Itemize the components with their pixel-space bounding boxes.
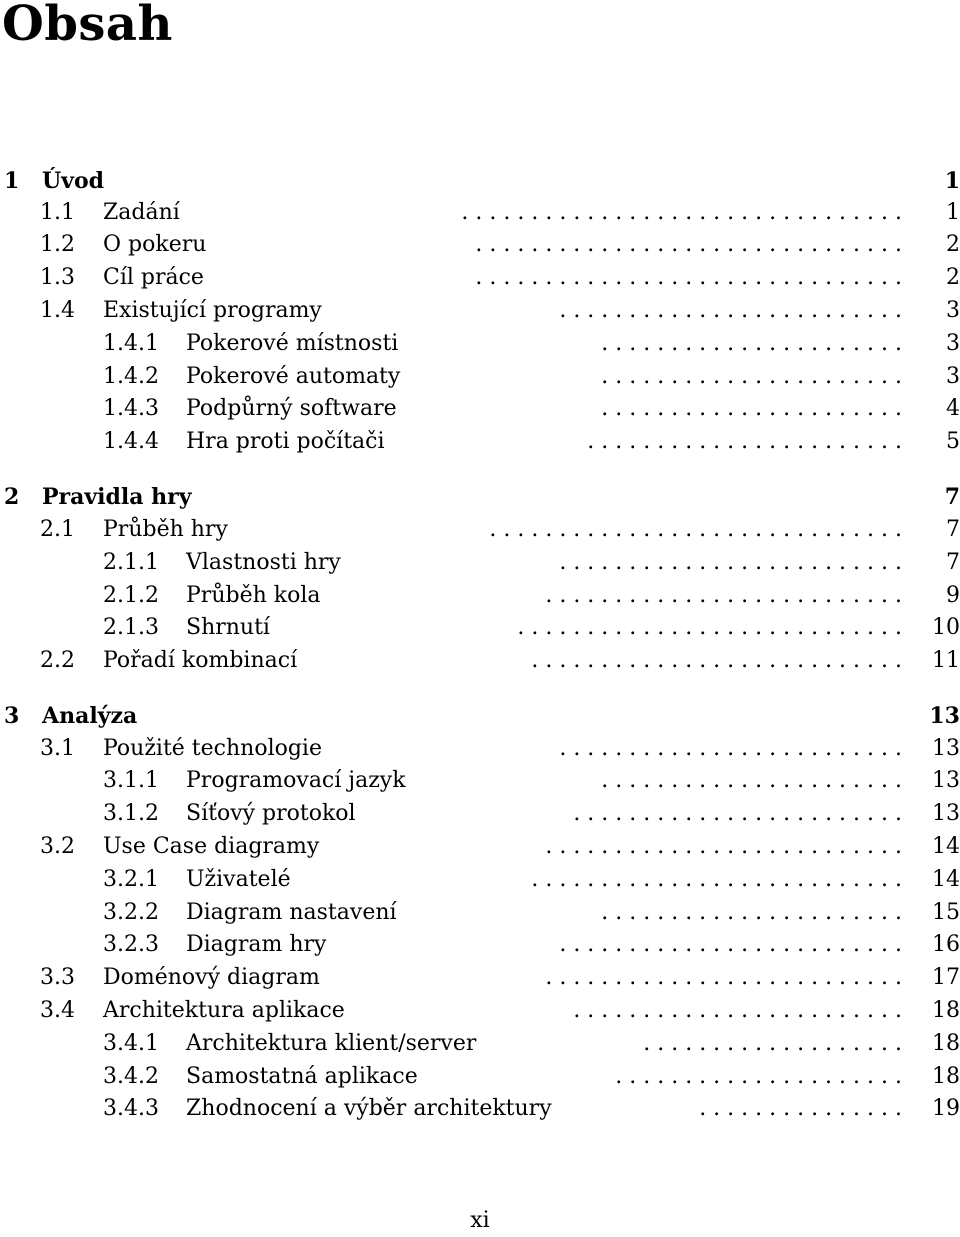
toc-entry-title: Podpůrný software bbox=[186, 396, 397, 421]
toc-entry[interactable] bbox=[0, 229, 960, 261]
toc-entry-page: 1 bbox=[944, 168, 960, 194]
dot-leader: . . . . . . . . . . . . . . . . . . . bbox=[643, 1031, 902, 1056]
toc-entry[interactable] bbox=[0, 393, 960, 425]
toc-entry-number: 2 bbox=[4, 484, 20, 510]
toc-entry-number: 1.4.3 bbox=[103, 396, 159, 421]
page-title: Obsah bbox=[2, 0, 173, 52]
toc-entry-number: 3 bbox=[4, 703, 20, 729]
dot-leader: . . . . . . . . . . . . . . . . . . . . . . . . . . . . . . . . bbox=[461, 200, 902, 225]
toc-entry[interactable] bbox=[0, 547, 960, 579]
toc-entry-page: 10 bbox=[932, 615, 960, 640]
toc-entry-title: Úvod bbox=[42, 168, 105, 194]
toc-entry-title: Uživatelé bbox=[186, 867, 291, 892]
toc-entry[interactable] bbox=[0, 580, 960, 612]
toc-entry-page: 14 bbox=[932, 834, 960, 859]
dot-leader: . . . . . . . . . . . . . . . . . . . . . . . . bbox=[573, 998, 902, 1023]
toc-entry-number: 2.1 bbox=[40, 517, 75, 542]
toc-entry[interactable] bbox=[0, 197, 960, 229]
toc-entry-title: Pokerové místnosti bbox=[186, 331, 399, 356]
toc-entry-page: 13 bbox=[932, 768, 960, 793]
toc-entry-page: 14 bbox=[932, 867, 960, 892]
toc-entry[interactable] bbox=[0, 328, 960, 360]
toc-entry-title: Architektura aplikace bbox=[103, 998, 345, 1023]
toc-entry[interactable] bbox=[0, 262, 960, 294]
toc-entry[interactable] bbox=[0, 929, 960, 961]
dot-leader: . . . . . . . . . . . . . . . . . . . . . . . . . . . . bbox=[517, 615, 902, 640]
toc-entry-number: 1.4.4 bbox=[103, 429, 159, 454]
dot-leader: . . . . . . . . . . . . . . . . . . . . . . bbox=[601, 768, 902, 793]
toc-entry-page: 2 bbox=[946, 232, 960, 257]
toc-entry-number: 3.1.1 bbox=[103, 768, 159, 793]
toc-entry[interactable] bbox=[0, 798, 960, 830]
toc-entry-title: Analýza bbox=[42, 703, 138, 729]
toc-chapter-entry[interactable] bbox=[0, 481, 960, 513]
toc-entry-page: 13 bbox=[932, 801, 960, 826]
toc-entry-title: Průběh kola bbox=[186, 583, 321, 608]
toc-entry-number: 2.2 bbox=[40, 648, 75, 673]
toc-entry-page: 16 bbox=[932, 932, 960, 957]
toc-entry-title: Programovací jazyk bbox=[186, 768, 406, 793]
toc-entry-number: 3.1 bbox=[40, 736, 75, 761]
toc-chapter-entry[interactable] bbox=[0, 700, 960, 732]
toc-entry[interactable] bbox=[0, 962, 960, 994]
toc-entry-page: 9 bbox=[946, 583, 960, 608]
toc-entry-title: Doménový diagram bbox=[103, 965, 320, 990]
toc-entry[interactable] bbox=[0, 1061, 960, 1093]
toc-entry-number: 3.1.2 bbox=[103, 801, 159, 826]
toc-entry[interactable] bbox=[0, 612, 960, 644]
toc-entry[interactable] bbox=[0, 514, 960, 546]
toc-entry[interactable] bbox=[0, 995, 960, 1027]
toc-entry[interactable] bbox=[0, 864, 960, 896]
toc-entry-title: Zhodnocení a výběr architektury bbox=[186, 1096, 552, 1121]
toc-entry-title: Architektura klient/server bbox=[186, 1031, 477, 1056]
toc-entry-page: 3 bbox=[946, 364, 960, 389]
toc-entry-title: Pravidla hry bbox=[42, 484, 192, 510]
dot-leader: . . . . . . . . . . . . . . . . . . . . . . . . . . bbox=[545, 834, 902, 859]
toc-entry-title: Zadání bbox=[103, 200, 180, 225]
toc-entry-title: Pokerové automaty bbox=[186, 364, 401, 389]
dot-leader: . . . . . . . . . . . . . . . . . . . . . . bbox=[601, 396, 902, 421]
toc-entry[interactable] bbox=[0, 426, 960, 458]
toc-entry[interactable] bbox=[0, 295, 960, 327]
toc-entry-page: 18 bbox=[932, 998, 960, 1023]
toc-entry-number: 2.1.1 bbox=[103, 550, 159, 575]
dot-leader: . . . . . . . . . . . . . . . . . . . . . . bbox=[601, 900, 902, 925]
dot-leader: . . . . . . . . . . . . . . . . . . . . . bbox=[615, 1064, 902, 1089]
dot-leader: . . . . . . . . . . . . . . . . . . . . . . . . . bbox=[559, 932, 902, 957]
toc-entry-number: 1.4.2 bbox=[103, 364, 159, 389]
toc-entry-number: 3.2 bbox=[40, 834, 75, 859]
toc-entry[interactable] bbox=[0, 733, 960, 765]
dot-leader: . . . . . . . . . . . . . . . bbox=[699, 1096, 902, 1121]
toc-entry[interactable] bbox=[0, 831, 960, 863]
toc-entry-title: Use Case diagramy bbox=[103, 834, 320, 859]
toc-entry-number: 3.4.3 bbox=[103, 1096, 159, 1121]
toc-entry-number: 1.1 bbox=[40, 200, 75, 225]
dot-leader: . . . . . . . . . . . . . . . . . . . . . . bbox=[601, 331, 902, 356]
toc-entry-page: 4 bbox=[946, 396, 960, 421]
dot-leader: . . . . . . . . . . . . . . . . . . . . . . . . . bbox=[559, 298, 902, 323]
toc-entry-title: Existující programy bbox=[103, 298, 322, 323]
toc-entry-number: 3.2.3 bbox=[103, 932, 159, 957]
dot-leader: . . . . . . . . . . . . . . . . . . . . . . . . bbox=[573, 801, 902, 826]
toc-entry-page: 7 bbox=[946, 550, 960, 575]
toc-entry-title: O pokeru bbox=[103, 232, 207, 257]
page-number-footer: xi bbox=[470, 1208, 490, 1233]
toc-entry-number: 2.1.2 bbox=[103, 583, 159, 608]
toc-entry-page: 3 bbox=[946, 331, 960, 356]
toc-entry-title: Pořadí kombinací bbox=[103, 648, 298, 673]
toc-entry-title: Shrnutí bbox=[186, 615, 270, 640]
toc-entry-number: 3.2.1 bbox=[103, 867, 159, 892]
toc-entry-number: 2.1.3 bbox=[103, 615, 159, 640]
dot-leader: . . . . . . . . . . . . . . . . . . . . . . . . . . . . . . bbox=[489, 517, 902, 542]
toc-entry-page: 17 bbox=[932, 965, 960, 990]
toc-entry-page: 11 bbox=[932, 648, 960, 673]
toc-entry-page: 19 bbox=[932, 1096, 960, 1121]
toc-entry-page: 5 bbox=[946, 429, 960, 454]
toc-entry-page: 13 bbox=[932, 736, 960, 761]
dot-leader: . . . . . . . . . . . . . . . . . . . . . . . . . . bbox=[545, 583, 902, 608]
toc-entry-number: 1.3 bbox=[40, 265, 75, 290]
toc-entry-number: 1.2 bbox=[40, 232, 75, 257]
toc-entry-number: 3.2.2 bbox=[103, 900, 159, 925]
toc-entry-page: 18 bbox=[932, 1031, 960, 1056]
toc-entry-page: 13 bbox=[929, 703, 960, 729]
toc-entry-number: 3.4.1 bbox=[103, 1031, 159, 1056]
dot-leader: . . . . . . . . . . . . . . . . . . . . . . . . . . . . . . . bbox=[475, 265, 902, 290]
toc-entry[interactable] bbox=[0, 897, 960, 929]
toc-entry-title: Samostatná aplikace bbox=[186, 1064, 418, 1089]
toc-entry-page: 7 bbox=[946, 517, 960, 542]
toc-entry-number: 3.4 bbox=[40, 998, 75, 1023]
toc-entry-title: Cíl práce bbox=[103, 265, 204, 290]
toc-entry-title: Použité technologie bbox=[103, 736, 322, 761]
toc-entry-number: 3.4.2 bbox=[103, 1064, 159, 1089]
toc-entry-title: Vlastnosti hry bbox=[186, 550, 341, 575]
toc-entry[interactable] bbox=[0, 765, 960, 797]
dot-leader: . . . . . . . . . . . . . . . . . . . . . . . . . . . . . . . bbox=[475, 232, 902, 257]
toc-entry-number: 1.4 bbox=[40, 298, 75, 323]
toc-entry-title: Síťový protokol bbox=[186, 801, 356, 826]
dot-leader: . . . . . . . . . . . . . . . . . . . . . . . . . . bbox=[545, 965, 902, 990]
dot-leader: . . . . . . . . . . . . . . . . . . . . . . . . . . . bbox=[531, 867, 902, 892]
toc-entry-page: 2 bbox=[946, 265, 960, 290]
toc-entry[interactable] bbox=[0, 1028, 960, 1060]
toc-entry-page: 1 bbox=[946, 200, 960, 225]
toc-entry[interactable] bbox=[0, 645, 960, 677]
toc-entry-title: Diagram hry bbox=[186, 932, 327, 957]
toc-entry-page: 7 bbox=[944, 484, 960, 510]
dot-leader: . . . . . . . . . . . . . . . . . . . . . . bbox=[601, 364, 902, 389]
dot-leader: . . . . . . . . . . . . . . . . . . . . . . . . . bbox=[559, 550, 902, 575]
toc-entry-title: Diagram nastavení bbox=[186, 900, 397, 925]
toc-entry-number: 3.3 bbox=[40, 965, 75, 990]
toc-entry-page: 15 bbox=[932, 900, 960, 925]
toc-chapter-entry[interactable] bbox=[0, 165, 960, 197]
toc-entry-number: 1 bbox=[4, 168, 20, 194]
toc-entry-number: 1.4.1 bbox=[103, 331, 159, 356]
dot-leader: . . . . . . . . . . . . . . . . . . . . . . . . . bbox=[559, 736, 902, 761]
toc-entry-title: Průběh hry bbox=[103, 517, 228, 542]
toc-entry-title: Hra proti počítači bbox=[186, 429, 385, 454]
toc-entry-page: 3 bbox=[946, 298, 960, 323]
toc-entry-page: 18 bbox=[932, 1064, 960, 1089]
dot-leader: . . . . . . . . . . . . . . . . . . . . . . . bbox=[587, 429, 902, 454]
toc-entry[interactable] bbox=[0, 361, 960, 393]
toc-entry[interactable] bbox=[0, 1093, 960, 1125]
dot-leader: . . . . . . . . . . . . . . . . . . . . . . . . . . . bbox=[531, 648, 902, 673]
